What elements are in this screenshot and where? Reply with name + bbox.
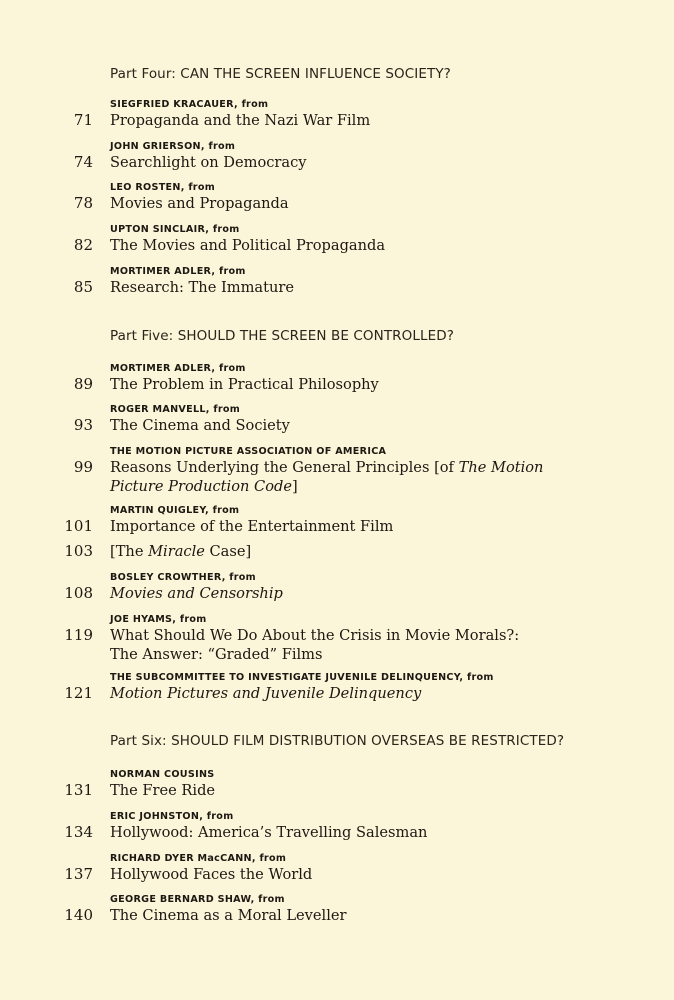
entry-author: THE MOTION PICTURE ASSOCIATION OF AMERICA (110, 446, 387, 457)
entry-page-number: 134 (64, 823, 93, 841)
entry-title: Searchlight on Democracy (110, 154, 307, 171)
entry-title-line: What Should We Do About the Crisis in Movie Morals?: (110, 627, 520, 644)
entry-page-number: 108 (64, 584, 93, 602)
entry-title: Movies and Censorship (110, 585, 283, 602)
entry-page-number: 119 (64, 626, 93, 644)
entry-author: LEO ROSTEN, from (110, 182, 216, 193)
entry-page-number: 78 (73, 194, 93, 212)
entry-author: BOSLEY CROWTHER, from (110, 572, 256, 583)
entry-author: ERIC JOHNSTON, from (110, 811, 234, 822)
entry-title: Movies and Propaganda (110, 195, 289, 212)
entry-title: The Free Ride (110, 782, 216, 799)
entry-page-number: 74 (73, 153, 93, 171)
part-six-heading: Part Six: SHOULD FILM DISTRIBUTION OVERSEAS BE RESTRICTED? (110, 733, 565, 749)
entry-title: Importance of the Entertainment Film (110, 518, 394, 535)
entry-page-number: 131 (64, 781, 93, 799)
entry-title-italic: Miracle (148, 543, 205, 560)
entry-author: MARTIN QUIGLEY, from (110, 505, 240, 516)
entry-page-number: 89 (73, 375, 93, 393)
entry-page-number: 103 (64, 542, 93, 560)
entry-author: RICHARD DYER MacCANN, from (110, 853, 287, 864)
entry-title: The Problem in Practical Philosophy (110, 376, 379, 393)
entry-title: The Movies and Political Propaganda (110, 237, 386, 254)
part-four-heading: Part Four: CAN THE SCREEN INFLUENCE SOCIETY? (110, 66, 451, 82)
entry-title: Research: The Immature (110, 279, 294, 296)
entry-title: Hollywood Faces the World (110, 866, 313, 883)
entry-page-number: 85 (73, 278, 93, 296)
entry-title (110, 626, 590, 664)
entry-page-number: 140 (64, 906, 93, 924)
entry-title-italic: The Motion Picture Production Code (110, 459, 544, 495)
entry-title: Propaganda and the Nazi War Film (110, 112, 371, 129)
entry-page-number: 101 (64, 517, 93, 535)
entry-page-number: 93 (73, 416, 93, 434)
entry-title-prefix: [The (110, 543, 149, 560)
entry-author: ROGER MANVELL, from (110, 404, 241, 415)
part-five-heading: Part Five: SHOULD THE SCREEN BE CONTROLLED? (110, 328, 455, 344)
entry-author: GEORGE BERNARD SHAW, from (110, 894, 285, 905)
entry-title: Motion Pictures and Juvenile Delinquency (110, 685, 422, 702)
entry-page-number: 82 (73, 236, 93, 254)
entry-page-number: 121 (64, 684, 93, 702)
entry-title-suffix: ] (291, 478, 298, 495)
entry-title-prefix: Reasons Underlying the General Principles [of (110, 459, 459, 476)
entry-author: UPTON SINCLAIR, from (110, 224, 240, 235)
entry-author: JOHN GRIERSON, from (110, 141, 236, 152)
entry-title: The Cinema and Society (110, 417, 290, 434)
entry-author: MORTIMER ADLER, from (110, 266, 246, 277)
entry-page-number: 99 (73, 458, 93, 476)
entry-title-suffix: Case] (204, 543, 252, 560)
entry-title (110, 458, 590, 496)
entry-author: JOE HYAMS, from (110, 614, 207, 625)
entry-title: Hollywood: America’s Travelling Salesman (110, 824, 428, 841)
entry-title-line: The Answer: “Graded” Films (110, 646, 323, 663)
entry-page-number: 71 (73, 111, 93, 129)
entry-author: THE SUBCOMMITTEE TO INVESTIGATE JUVENILE DELINQUENCY, from (110, 672, 494, 683)
entry-page-number: 137 (64, 865, 93, 883)
entry-title (110, 542, 590, 561)
entry-author: MORTIMER ADLER, from (110, 363, 246, 374)
entry-author: NORMAN COUSINS (110, 769, 215, 780)
entry-author: SIEGFRIED KRACAUER, from (110, 99, 269, 110)
entry-title: The Cinema as a Moral Leveller (110, 907, 347, 924)
